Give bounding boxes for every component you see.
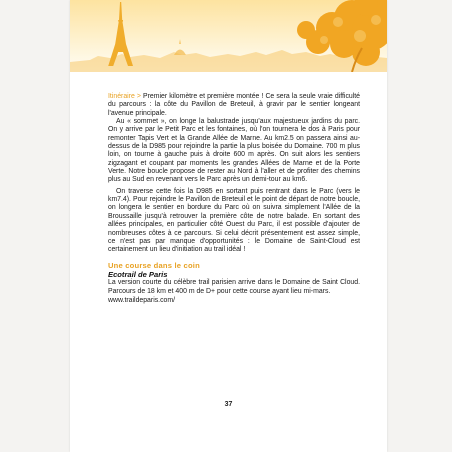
event-link[interactable]: www.traildeparis.com/ bbox=[108, 296, 176, 304]
itinerary-heading: Itinéraire bbox=[108, 93, 135, 100]
paris-skyline-illustration bbox=[70, 0, 387, 72]
section-title: Une course dans le coin bbox=[108, 260, 200, 270]
arrow-icon: > bbox=[136, 93, 141, 100]
paragraph-text: Premier kilomètre et première montée ! Ce sera la seule vraie difficulté du parcours : la côte du Pavillon de Breteuil, à gravir par le sentier longeant l'avenue principale. bbox=[108, 93, 360, 117]
event-description: La version courte du célèbre trail parisien arrive dans le Domaine de Saint Cloud. Parcours de 18 km et 400 m de D+ pour cette course ayant lieu mi-mars. bbox=[108, 279, 360, 295]
book-page bbox=[70, 0, 387, 452]
banner-illustration bbox=[70, 0, 387, 72]
paragraph-return: On traverse cette fois la D985 en sortant puis rentrant dans le Parc (vers le km7.4). Pour rejoindre le Pavillon de Breteuil et le point de départ de notre boucle, on longera le sentier en bordure du Parc où on suivra simplement l'Allée de la Broussaille jusqu'à retrouver la première côte de notre balade. En sortant des allées principales, en particulier côté Ouest du Parc, il est possible d'ajouter de nombreuses côtes à ce parcours. Si celui décrit présentement est assez simple, ce n'est pas par manque d'opportunités : le Domaine de Saint-Cloud est certainement un lieu d'initiation au trail idéal ! bbox=[108, 187, 360, 254]
paragraph-route: Au « sommet », on longe la balustrade jusqu'aux majestueux jardins du parc. On y arrive par le Petit Parc et les fontaines, où l'on tournera le dos à Paris pour remonter Tapis Vert et la Grande Allée de Marne. Au km2.5 on passera ainsi au-dessus de la D985 pour rejoindre la partie la plus boisée du Domaine. 700 m plus loin, on tourne à gauche puis à droite 600 m après. On suit alors les sentiers zigzagant et coupant par moments les grandes Allées de Marne et de la Porte Verte. Notre boucle propose de rester au Nord à l'aller et de profiter des chemins plus au Sud en revenant vers le Parc après un demi-tour au km6. bbox=[108, 118, 360, 184]
page-number: 37 bbox=[224, 401, 233, 408]
article-body bbox=[108, 93, 360, 305]
event-title: Ecotrail de Paris bbox=[108, 269, 168, 279]
paragraph-intro bbox=[108, 93, 360, 118]
